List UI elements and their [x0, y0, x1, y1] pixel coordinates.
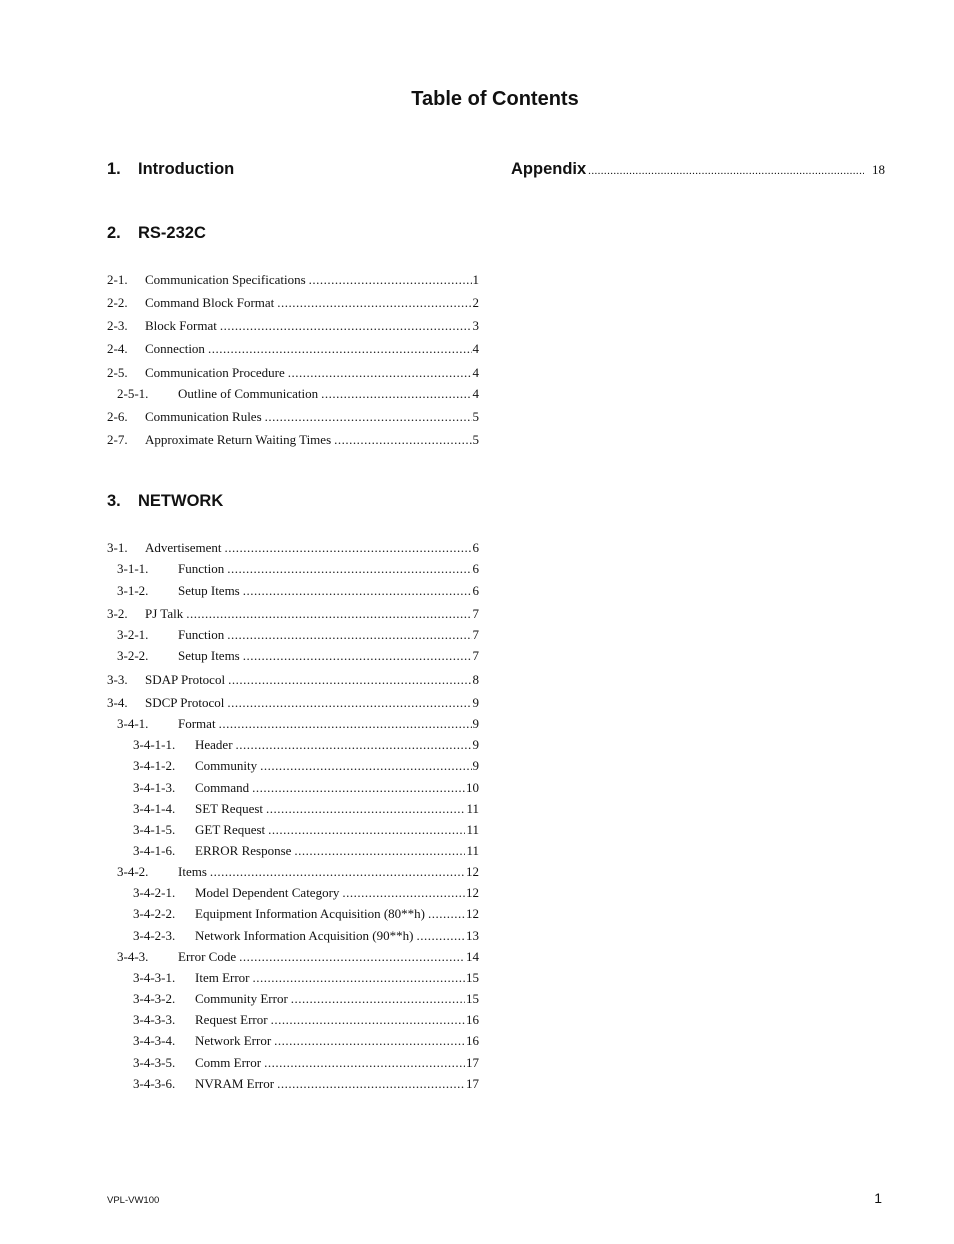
entry-number: 3-2-2. — [117, 648, 149, 663]
entry-number: 2-5-1. — [117, 386, 149, 401]
entry-title: Community — [195, 758, 258, 773]
toc-entry[interactable] — [133, 884, 479, 902]
dot-leader — [228, 671, 471, 689]
dot-leader — [265, 408, 472, 426]
dot-leader — [208, 340, 472, 358]
entry-number: 3-2-1. — [117, 627, 149, 642]
entry-number: 3-4. — [107, 695, 128, 710]
entry-title: NVRAM Error — [195, 1076, 275, 1091]
toc-entry[interactable] — [117, 560, 479, 578]
entry-page-number: 17 — [466, 1055, 479, 1070]
entry-page-number: 7 — [472, 606, 479, 621]
toc-entry[interactable] — [133, 1054, 479, 1072]
toc-entry[interactable] — [133, 969, 479, 987]
entry-title: Connection — [145, 341, 205, 356]
dot-leader — [210, 863, 465, 881]
entry-title: Function — [178, 561, 225, 576]
dot-leader — [428, 905, 465, 923]
entry-number: 3-3. — [107, 672, 128, 687]
dot-leader — [227, 560, 471, 578]
entry-page-number: 5 — [472, 432, 479, 447]
footer-model-name: VPL-VW100 — [107, 1195, 160, 1206]
entry-page-number: 5 — [472, 409, 479, 424]
dot-leader — [253, 969, 465, 987]
entry-number: 3-4-1-4. — [133, 801, 176, 816]
entry-title: SDAP Protocol — [145, 672, 226, 687]
entry-number: 2-5. — [107, 365, 128, 380]
entry-page-number: 12 — [466, 906, 479, 921]
dot-leader — [219, 715, 472, 733]
entry-page-number: 3 — [472, 318, 479, 333]
dot-leader — [236, 736, 472, 754]
entry-number: 2-7. — [107, 432, 128, 447]
entry-title: PJ Talk — [145, 606, 184, 621]
chapter-number: 3. — [107, 492, 121, 510]
dot-leader — [334, 431, 471, 449]
toc-entry[interactable] — [133, 800, 479, 818]
dot-leader — [291, 990, 465, 1008]
dot-leader — [288, 364, 472, 382]
entry-title: Model Dependent Category — [195, 885, 340, 900]
dot-leader — [294, 842, 465, 860]
entry-number: 2-4. — [107, 341, 128, 356]
chapter-heading-network[interactable] — [107, 492, 223, 511]
dot-leader — [588, 165, 864, 177]
entry-page-number: 11 — [466, 843, 479, 858]
entry-number: 3-1-1. — [117, 561, 149, 576]
entry-title: Block Format — [145, 318, 217, 333]
entry-number: 2-1. — [107, 272, 128, 287]
toc-entry[interactable] — [107, 539, 479, 557]
entry-title: SDCP Protocol — [145, 695, 225, 710]
entry-page-number: 16 — [466, 1033, 479, 1048]
chapter-number: 2. — [107, 224, 121, 242]
toc-entry[interactable] — [133, 990, 479, 1008]
entry-page-number: 11 — [466, 801, 479, 816]
entry-page-number: 9 — [472, 737, 479, 752]
appendix-title: Appendix — [511, 160, 587, 178]
entry-page-number: 4 — [472, 365, 479, 380]
toc-entry[interactable] — [107, 271, 479, 289]
entry-number: 2-2. — [107, 295, 128, 310]
toc-entry[interactable] — [133, 1032, 479, 1050]
chapter-heading-rs232c[interactable] — [107, 224, 206, 243]
entry-number: 3-4-3-2. — [133, 991, 176, 1006]
toc-entry[interactable] — [107, 694, 479, 712]
toc-entry[interactable] — [107, 294, 479, 312]
entry-number: 3-4-3. — [117, 949, 149, 964]
entry-title: Command — [195, 780, 250, 795]
entry-page-number: 17 — [466, 1076, 479, 1091]
entry-title: Communication Specifications — [145, 272, 306, 287]
entry-number: 3-4-1-2. — [133, 758, 176, 773]
entry-page-number: 4 — [472, 341, 479, 356]
entry-title: Equipment Information Acquisition (80**h) — [195, 906, 425, 921]
entry-page-number: 9 — [472, 695, 479, 710]
dot-leader — [416, 927, 465, 945]
dot-leader — [186, 605, 471, 623]
entry-title: Command Block Format — [145, 295, 275, 310]
entry-page-number: 13 — [466, 928, 479, 943]
toc-entry[interactable] — [107, 364, 479, 382]
entry-page-number: 11 — [466, 822, 479, 837]
entry-title: Approximate Return Waiting Times — [145, 432, 332, 447]
entry-page-number: 12 — [466, 885, 479, 900]
dot-leader — [277, 1075, 465, 1093]
appendix-page-number: 18 — [872, 162, 885, 177]
dot-leader — [271, 1011, 465, 1029]
entry-title: Communication Procedure — [145, 365, 285, 380]
toc-entry[interactable] — [107, 605, 479, 623]
dot-leader — [266, 800, 465, 818]
toc-entry[interactable] — [117, 626, 479, 644]
entry-number: 3-4-2-1. — [133, 885, 176, 900]
entry-page-number: 2 — [472, 295, 479, 310]
entry-page-number: 15 — [466, 970, 479, 985]
toc-entry[interactable] — [117, 715, 479, 733]
toc-entry[interactable] — [107, 317, 479, 335]
entry-page-number: 10 — [466, 780, 479, 795]
toc-entry[interactable] — [133, 736, 479, 754]
entry-title: Advertisement — [145, 540, 222, 555]
entry-number: 3-4-2. — [117, 864, 149, 879]
entry-number: 3-4-2-2. — [133, 906, 176, 921]
entry-page-number: 15 — [466, 991, 479, 1006]
entry-title: Comm Error — [195, 1055, 262, 1070]
entry-number: 2-6. — [107, 409, 128, 424]
entry-page-number: 8 — [472, 672, 479, 687]
entry-page-number: 6 — [472, 561, 479, 576]
toc-entry[interactable] — [117, 582, 479, 600]
toc-entry[interactable] — [133, 1011, 479, 1029]
entry-page-number: 9 — [472, 716, 479, 731]
entry-number: 3-1-2. — [117, 583, 149, 598]
entry-title: Network Information Acquisition (90**h) — [195, 928, 414, 943]
entry-title: Setup Items — [178, 583, 240, 598]
toc-entry[interactable] — [107, 671, 479, 689]
dot-leader — [277, 294, 471, 312]
toc-entry[interactable] — [117, 385, 479, 403]
dot-leader — [220, 317, 472, 335]
dot-leader — [264, 1054, 465, 1072]
dot-leader — [243, 647, 472, 665]
entry-page-number: 6 — [472, 583, 479, 598]
chapter-heading-introduction[interactable] — [107, 160, 234, 179]
dot-leader — [243, 582, 472, 600]
entry-number: 3-4-1-1. — [133, 737, 176, 752]
dot-leader — [225, 539, 472, 557]
entry-page-number: 4 — [472, 386, 479, 401]
entry-number: 3-4-3-4. — [133, 1033, 176, 1048]
toc-entry[interactable] — [117, 863, 479, 881]
footer-page-number: 1 — [874, 1190, 882, 1206]
entry-title: SET Request — [195, 801, 264, 816]
entry-page-number: 14 — [466, 949, 479, 964]
entry-title: Network Error — [195, 1033, 272, 1048]
entry-title: Communication Rules — [145, 409, 262, 424]
entry-number: 3-4-1-3. — [133, 780, 176, 795]
toc-entry[interactable] — [107, 408, 479, 426]
entry-number: 3-4-1-6. — [133, 843, 176, 858]
toc-entry[interactable] — [117, 948, 479, 966]
entry-number: 3-4-3-6. — [133, 1076, 176, 1091]
entry-page-number: 6 — [472, 540, 479, 555]
entry-number: 2-3. — [107, 318, 128, 333]
dot-leader — [239, 948, 465, 966]
entry-title: Header — [195, 737, 233, 752]
toc-entry[interactable] — [107, 340, 479, 358]
toc-entry[interactable] — [133, 927, 479, 945]
dot-leader — [227, 694, 471, 712]
entry-page-number: 12 — [466, 864, 479, 879]
dot-leader — [274, 1032, 465, 1050]
dot-leader — [342, 884, 465, 902]
entry-title: Error Code — [178, 949, 237, 964]
toc-entry[interactable] — [133, 905, 479, 923]
toc-entry[interactable] — [133, 842, 479, 860]
entry-number: 3-4-2-3. — [133, 928, 176, 943]
dot-leader — [321, 385, 471, 403]
dot-leader — [252, 779, 465, 797]
entry-page-number: 7 — [472, 627, 479, 642]
entry-title: Item Error — [195, 970, 250, 985]
chapter-number: 1. — [107, 160, 121, 178]
dot-leader — [260, 757, 471, 775]
entry-title: Format — [178, 716, 216, 731]
entry-title: Request Error — [195, 1012, 268, 1027]
entry-number: 3-4-3-1. — [133, 970, 176, 985]
toc-entry[interactable] — [133, 757, 479, 775]
toc-entry[interactable] — [133, 821, 479, 839]
entry-page-number: 7 — [472, 648, 479, 663]
entry-number: 3-4-1. — [117, 716, 149, 731]
toc-entry[interactable] — [117, 647, 479, 665]
toc-entry-appendix[interactable] — [511, 160, 885, 182]
entry-page-number: 9 — [472, 758, 479, 773]
entry-page-number: 16 — [466, 1012, 479, 1027]
entry-number: 3-4-3-3. — [133, 1012, 176, 1027]
entry-title: Function — [178, 627, 225, 642]
entry-title: Items — [178, 864, 207, 879]
entry-title: Outline of Communication — [178, 386, 319, 401]
page-title: Table of Contents — [411, 88, 579, 110]
dot-leader — [309, 271, 472, 289]
toc-entry[interactable] — [133, 1075, 479, 1093]
entry-title: ERROR Response — [195, 843, 292, 858]
chapter-title: RS-232C — [138, 224, 206, 242]
dot-leader — [227, 626, 471, 644]
entry-title: Community Error — [195, 991, 288, 1006]
toc-entry[interactable] — [107, 431, 479, 449]
chapter-title: NETWORK — [138, 492, 224, 510]
entry-page-number: 1 — [472, 272, 479, 287]
entry-number: 3-4-3-5. — [133, 1055, 176, 1070]
entry-title: GET Request — [195, 822, 266, 837]
entry-number: 3-1. — [107, 540, 128, 555]
dot-leader — [268, 821, 465, 839]
entry-number: 3-4-1-5. — [133, 822, 176, 837]
entry-title: Setup Items — [178, 648, 240, 663]
chapter-title: Introduction — [138, 160, 235, 178]
toc-entry[interactable] — [133, 779, 479, 797]
entry-number: 3-2. — [107, 606, 128, 621]
